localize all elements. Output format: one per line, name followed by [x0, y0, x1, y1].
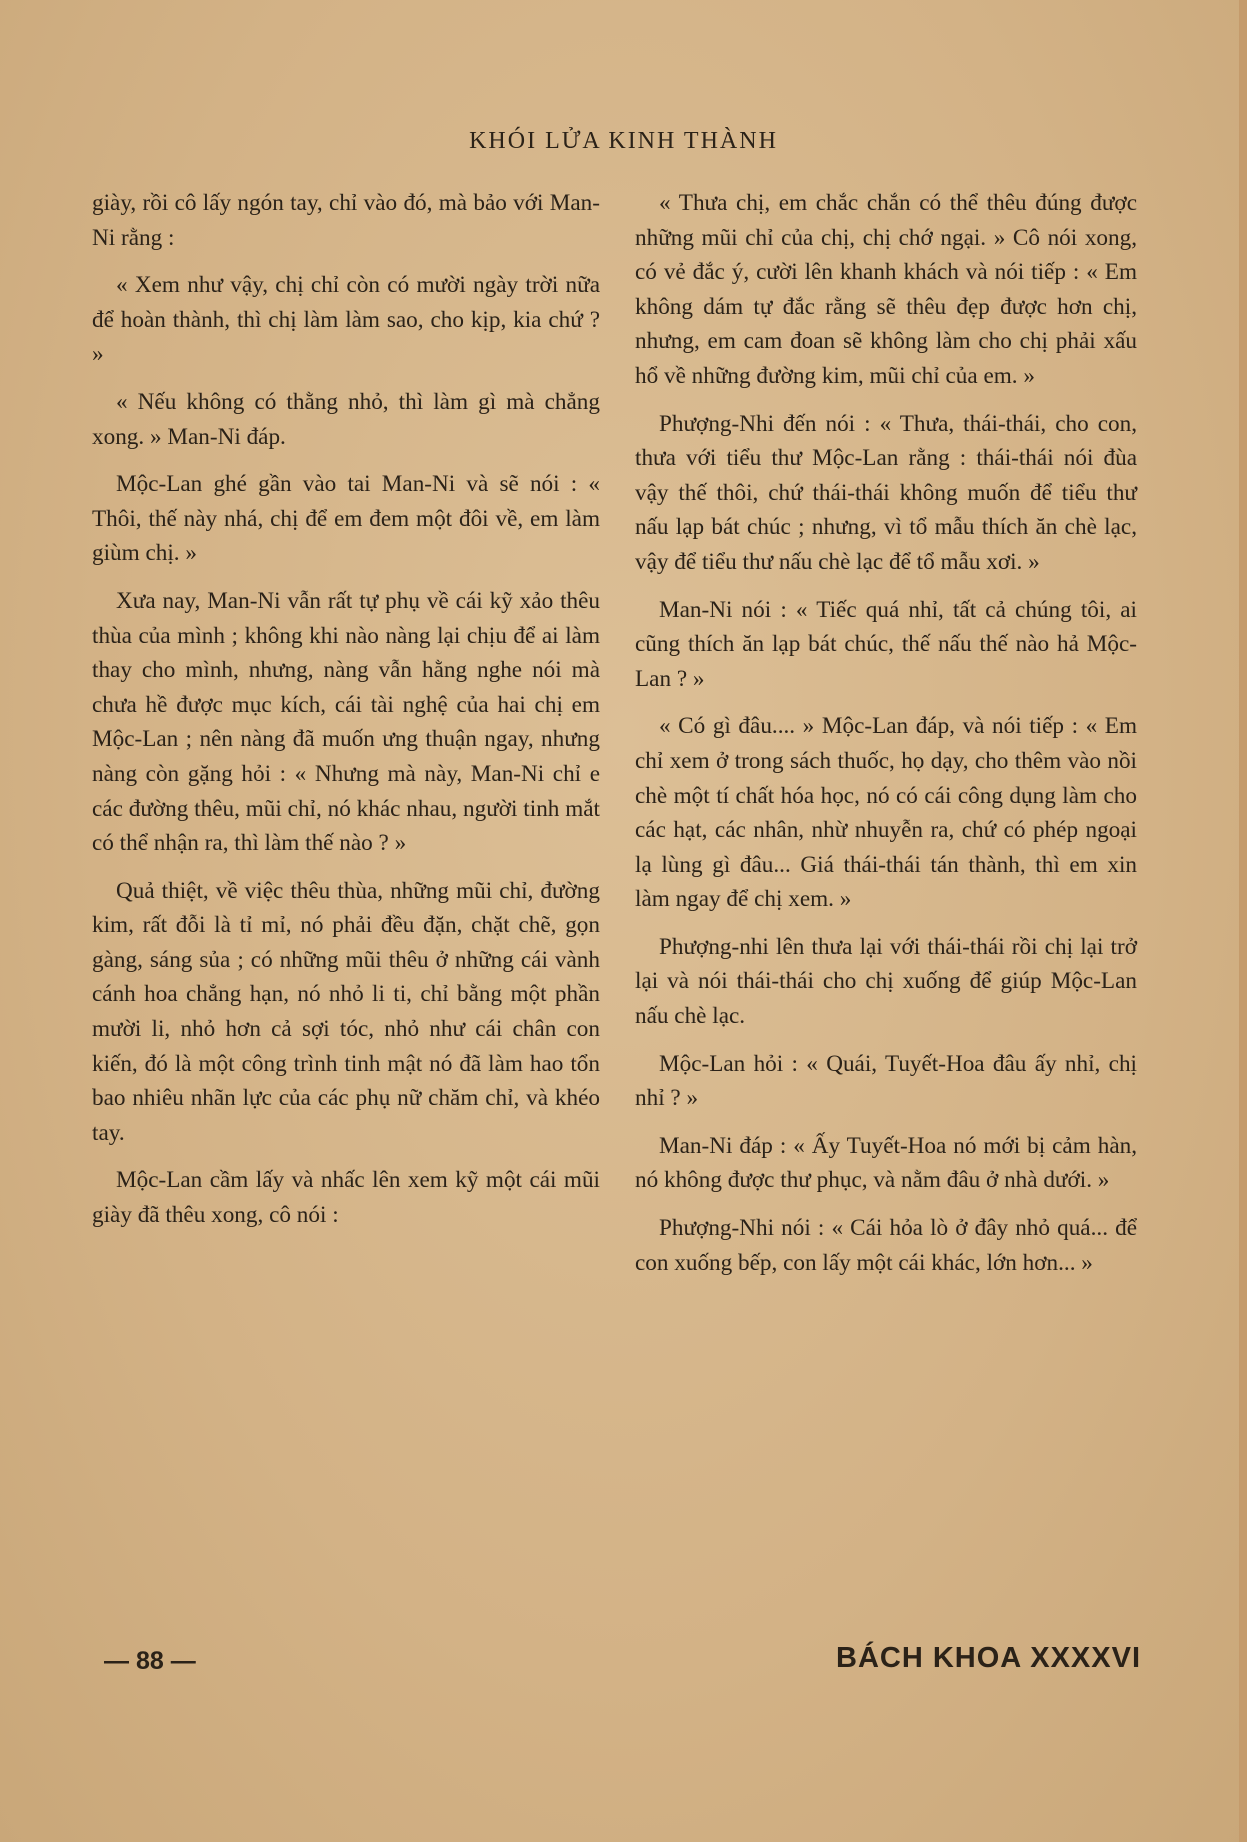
- paragraph: Man-Ni nói : « Tiếc quá nhỉ, tất cả chúng tôi, ai cũng thích ăn lạp bát chúc, thế nấu thế nào hả Mộc-Lan ? »: [635, 596, 1137, 692]
- paragraph: Mộc-Lan cầm lấy và nhấc lên xem kỹ một cái mũi giày đã thêu xong, cô nói :: [92, 1167, 600, 1229]
- paragraph: Quả thiệt, về việc thêu thùa, những mũi chỉ, đường kim, rất đỗi là tỉ mỉ, nó phải đều đặn, chặt chẽ, gọn gàng, sáng sủa ; có những mũi thêu ở những cái vành cánh hoa chẳng hạn, nó nhỏ li ti, chỉ bằng một phần mười li, nhỏ hơn cả sợi tóc, nhỏ như cái chân con kiến, đó là một công trình tinh mật nó đã làm hao tổn bao nhiêu nhãn lực của các phụ nữ chăm chỉ, và khéo tay.: [92, 877, 600, 1146]
- left-column: [92, 186, 600, 1246]
- paragraph: Xưa nay, Man-Ni vẫn rất tự phụ về cái kỹ xảo thêu thùa của mình ; không khi nào nàng lại chịu để ai làm thay cho mình, nhưng, nàng vẫn hằng nghe nói mà chưa hề được mục kích, cái tài nghệ của hai chị em Mộc-Lan ; nên nàng đã muốn ưng thuận ngay, nhưng nàng còn gặng hỏi : « Nhưng mà này, Man-Ni chỉ e các đường thêu, mũi chỉ, nó khác nhau, người tinh mắt có thể nhận ra, thì làm thế nào ? »: [92, 587, 600, 857]
- paragraph: giày, rồi cô lấy ngón tay, chỉ vào đó, mà bảo với Man-Ni rằng :: [92, 190, 600, 251]
- paragraph: Man-Ni đáp : « Ấy Tuyết-Hoa nó mới bị cảm hàn, nó không được thư phục, và nằm đâu ở nhà dưới. »: [635, 1132, 1137, 1194]
- page-edge: [1239, 0, 1247, 1842]
- paragraph: « Nếu không có thằng nhỏ, thì làm gì mà chẳng xong. » Man-Ni đáp.: [92, 388, 600, 450]
- paragraph: Phượng-nhi lên thưa lại với thái-thái rồi chị lại trở lại và nói thái-thái cho chị xuống để giúp Mộc-Lan nấu chè lạc.: [635, 933, 1137, 1030]
- paragraph: « Thưa chị, em chắc chắn có thể thêu đúng được những mũi chỉ của chị, chị chớ ngại. » Cô nói xong, có vẻ đắc ý, cười lên khanh khách và nói tiếp : « Em không dám tự đắc rằng sẽ thêu đẹp được hơn chị, nhưng, em cam đoan sẽ không làm cho chị phải xấu hổ về những đường kim, mũi chỉ của em. »: [635, 190, 1137, 389]
- right-column: [635, 186, 1137, 1293]
- paragraph: « Có gì đâu.... » Mộc-Lan đáp, và nói tiếp : « Em chỉ xem ở trong sách thuốc, họ dạy, cho thêm vào nồi chè một tí chất hóa học, nó có cái công dụng làm cho các hạt, các nhân, nhừ nhuyễn ra, chứ có phép ngoại lạ lùng gì đâu... Giá thái-thái tán thành, thì em xin làm ngay để chị xem. »: [635, 713, 1137, 913]
- paragraph: Mộc-Lan hỏi : « Quái, Tuyết-Hoa đâu ấy nhỉ, chị nhỉ ? »: [635, 1050, 1137, 1112]
- paragraph: Phượng-Nhi nói : « Cái hỏa lò ở đây nhỏ quá... để con xuống bếp, con lấy một cái khác, lớn hơn... »: [635, 1215, 1137, 1276]
- paragraph: Phượng-Nhi đến nói : « Thưa, thái-thái, cho con, thưa với tiểu thư Mộc-Lan rằng : thái-thái nói đùa vậy thế thôi, chứ thái-thái không muốn để tiểu thư nấu lạp bát chúc ; nhưng, vì tổ mẫu thích ăn chè lạc, vậy để tiểu thư nấu chè lạc để tổ mẫu xơi. »: [635, 410, 1137, 575]
- running-header: KHÓI LỬA KINH THÀNH: [469, 128, 778, 154]
- magazine-footer: BÁCH KHOA XXXXVI: [836, 1642, 1141, 1674]
- paragraph: « Xem như vậy, chị chỉ còn có mười ngày trời nữa để hoàn thành, thì chị làm làm sao, cho kịp, kia chứ ? »: [92, 272, 600, 368]
- paragraph: Mộc-Lan ghé gần vào tai Man-Ni và sẽ nói : « Thôi, thế này nhá, chị để em đem một đôi về, em làm giùm chị. »: [92, 471, 600, 567]
- page-number: — 88 —: [104, 1647, 196, 1675]
